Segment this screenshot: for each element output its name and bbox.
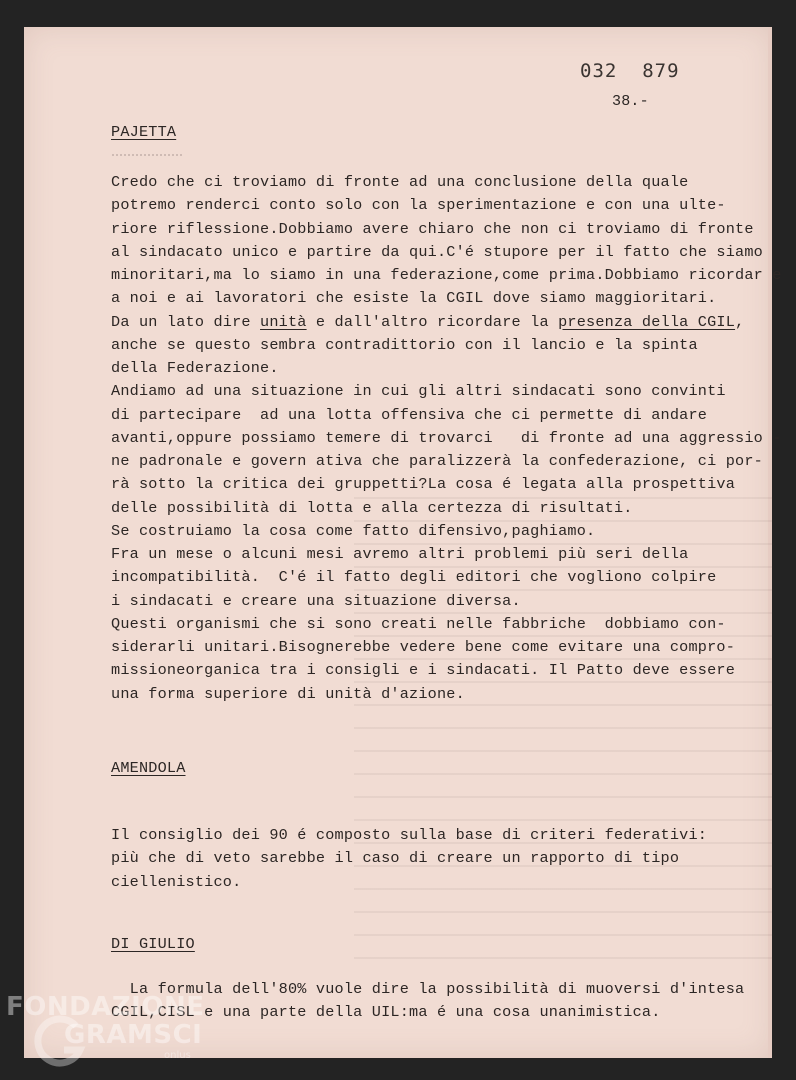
text-line: Credo che ci troviamo di fronte ad una conclusione della quale	[111, 173, 689, 191]
watermark-line-2: GRAMSCI	[64, 1020, 203, 1050]
underlined-phrase: unità	[260, 312, 307, 331]
text-line: La formula dell'80% vuole dire la possibilità di muoversi d'intesa	[111, 980, 745, 998]
text-line: incompatibilità. C'é il fatto degli editori che vogliono colpire	[111, 568, 717, 587]
text-line: Andiamo ad una situazione in cui gli altri sindacati sono convinti	[111, 382, 726, 401]
text-line: rà sotto la critica dei gruppetti?La cosa é legata alla prospettiva	[111, 475, 736, 494]
watermark-line-3: onlus	[164, 1050, 191, 1061]
underlined-phrase: presenza della CGIL	[558, 312, 736, 331]
archive-stamp-number: 032 879	[580, 60, 680, 82]
text-line: Questi organismi che si sono creati nelle fabbriche dobbiamo con-	[111, 614, 726, 633]
text-line: Fra un mese o alcuni mesi avremo altri problemi più seri della	[111, 545, 689, 563]
speaker-heading-di-giulio: DI GIULIO	[111, 935, 195, 953]
text-line: a noi e ai lavoratori che esiste la CGIL dove siamo maggioritari.	[111, 289, 717, 308]
text-line: al sindacato unico e partire da qui.C'é stupore per il fatto che siamo	[111, 242, 763, 261]
text-line: ne padronale e govern ativa che paralizzerà la confederazione, ci por-	[111, 452, 763, 470]
text-line: delle possibilità di lotta e alla certezza di risultati.	[111, 498, 633, 517]
text-line: Il consiglio dei 90 é composto sulla base di criteri federativi:	[111, 826, 708, 844]
fondazione-gramsci-watermark	[6, 992, 206, 1076]
text-line: ciellenistico.	[111, 872, 242, 891]
paragraph-amendola	[111, 824, 707, 894]
text-line: più che di veto sarebbe il caso di creare un rapporto di tipo	[111, 849, 680, 868]
paragraph-pajetta	[111, 171, 782, 706]
text-line: CGIL,CISL e una parte della UIL:ma é una cosa unanimistica.	[111, 1003, 661, 1022]
page-number: 38.-	[612, 93, 649, 110]
text-line: della Federazione.	[111, 359, 279, 377]
paragraph-di-giulio	[111, 978, 744, 1025]
text-line: di partecipare ad una lotta offensiva che ci permette di andare	[111, 405, 708, 424]
text-line: potremo renderci conto solo con la sperimentazione e con una ulte-	[111, 196, 726, 215]
text-line: siderarli unitari.Bisognerebbe vedere bene come evitare una compro-	[111, 638, 736, 656]
text-line: riore riflessione.Dobbiamo avere chiaro che non ci troviamo di fronte	[111, 219, 754, 238]
text-line: Se costruiamo la cosa come fatto difensivo,paghiamo.	[111, 521, 596, 540]
text-line-with-underlines: Da un lato dire unità e dall'altro ricordare la presenza della CGIL,	[111, 312, 745, 331]
text-line: avanti,oppure possiamo temere di trovarci di fronte ad una aggressio -	[111, 428, 782, 447]
text-line: minoritari,ma lo siamo in una federazione,come prima.Dobbiamo ricordar e	[111, 266, 782, 284]
text-line: una forma superiore di unità d'azione.	[111, 684, 465, 703]
text-line: missioneorganica tra i consigli e i sindacati. Il Patto deve essere	[111, 661, 736, 680]
speaker-heading-amendola: AMENDOLA	[111, 759, 186, 777]
text-line: i sindacati e creare una situazione diversa.	[111, 591, 521, 610]
dotted-rule	[112, 154, 182, 156]
watermark-line-1: FONDAZIONE	[6, 992, 205, 1022]
document-page	[24, 27, 782, 1058]
text-line: anche se questo sembra contradittorio con il lancio e la spinta	[111, 335, 698, 354]
speaker-heading-pajetta: PAJETTA	[111, 123, 177, 141]
